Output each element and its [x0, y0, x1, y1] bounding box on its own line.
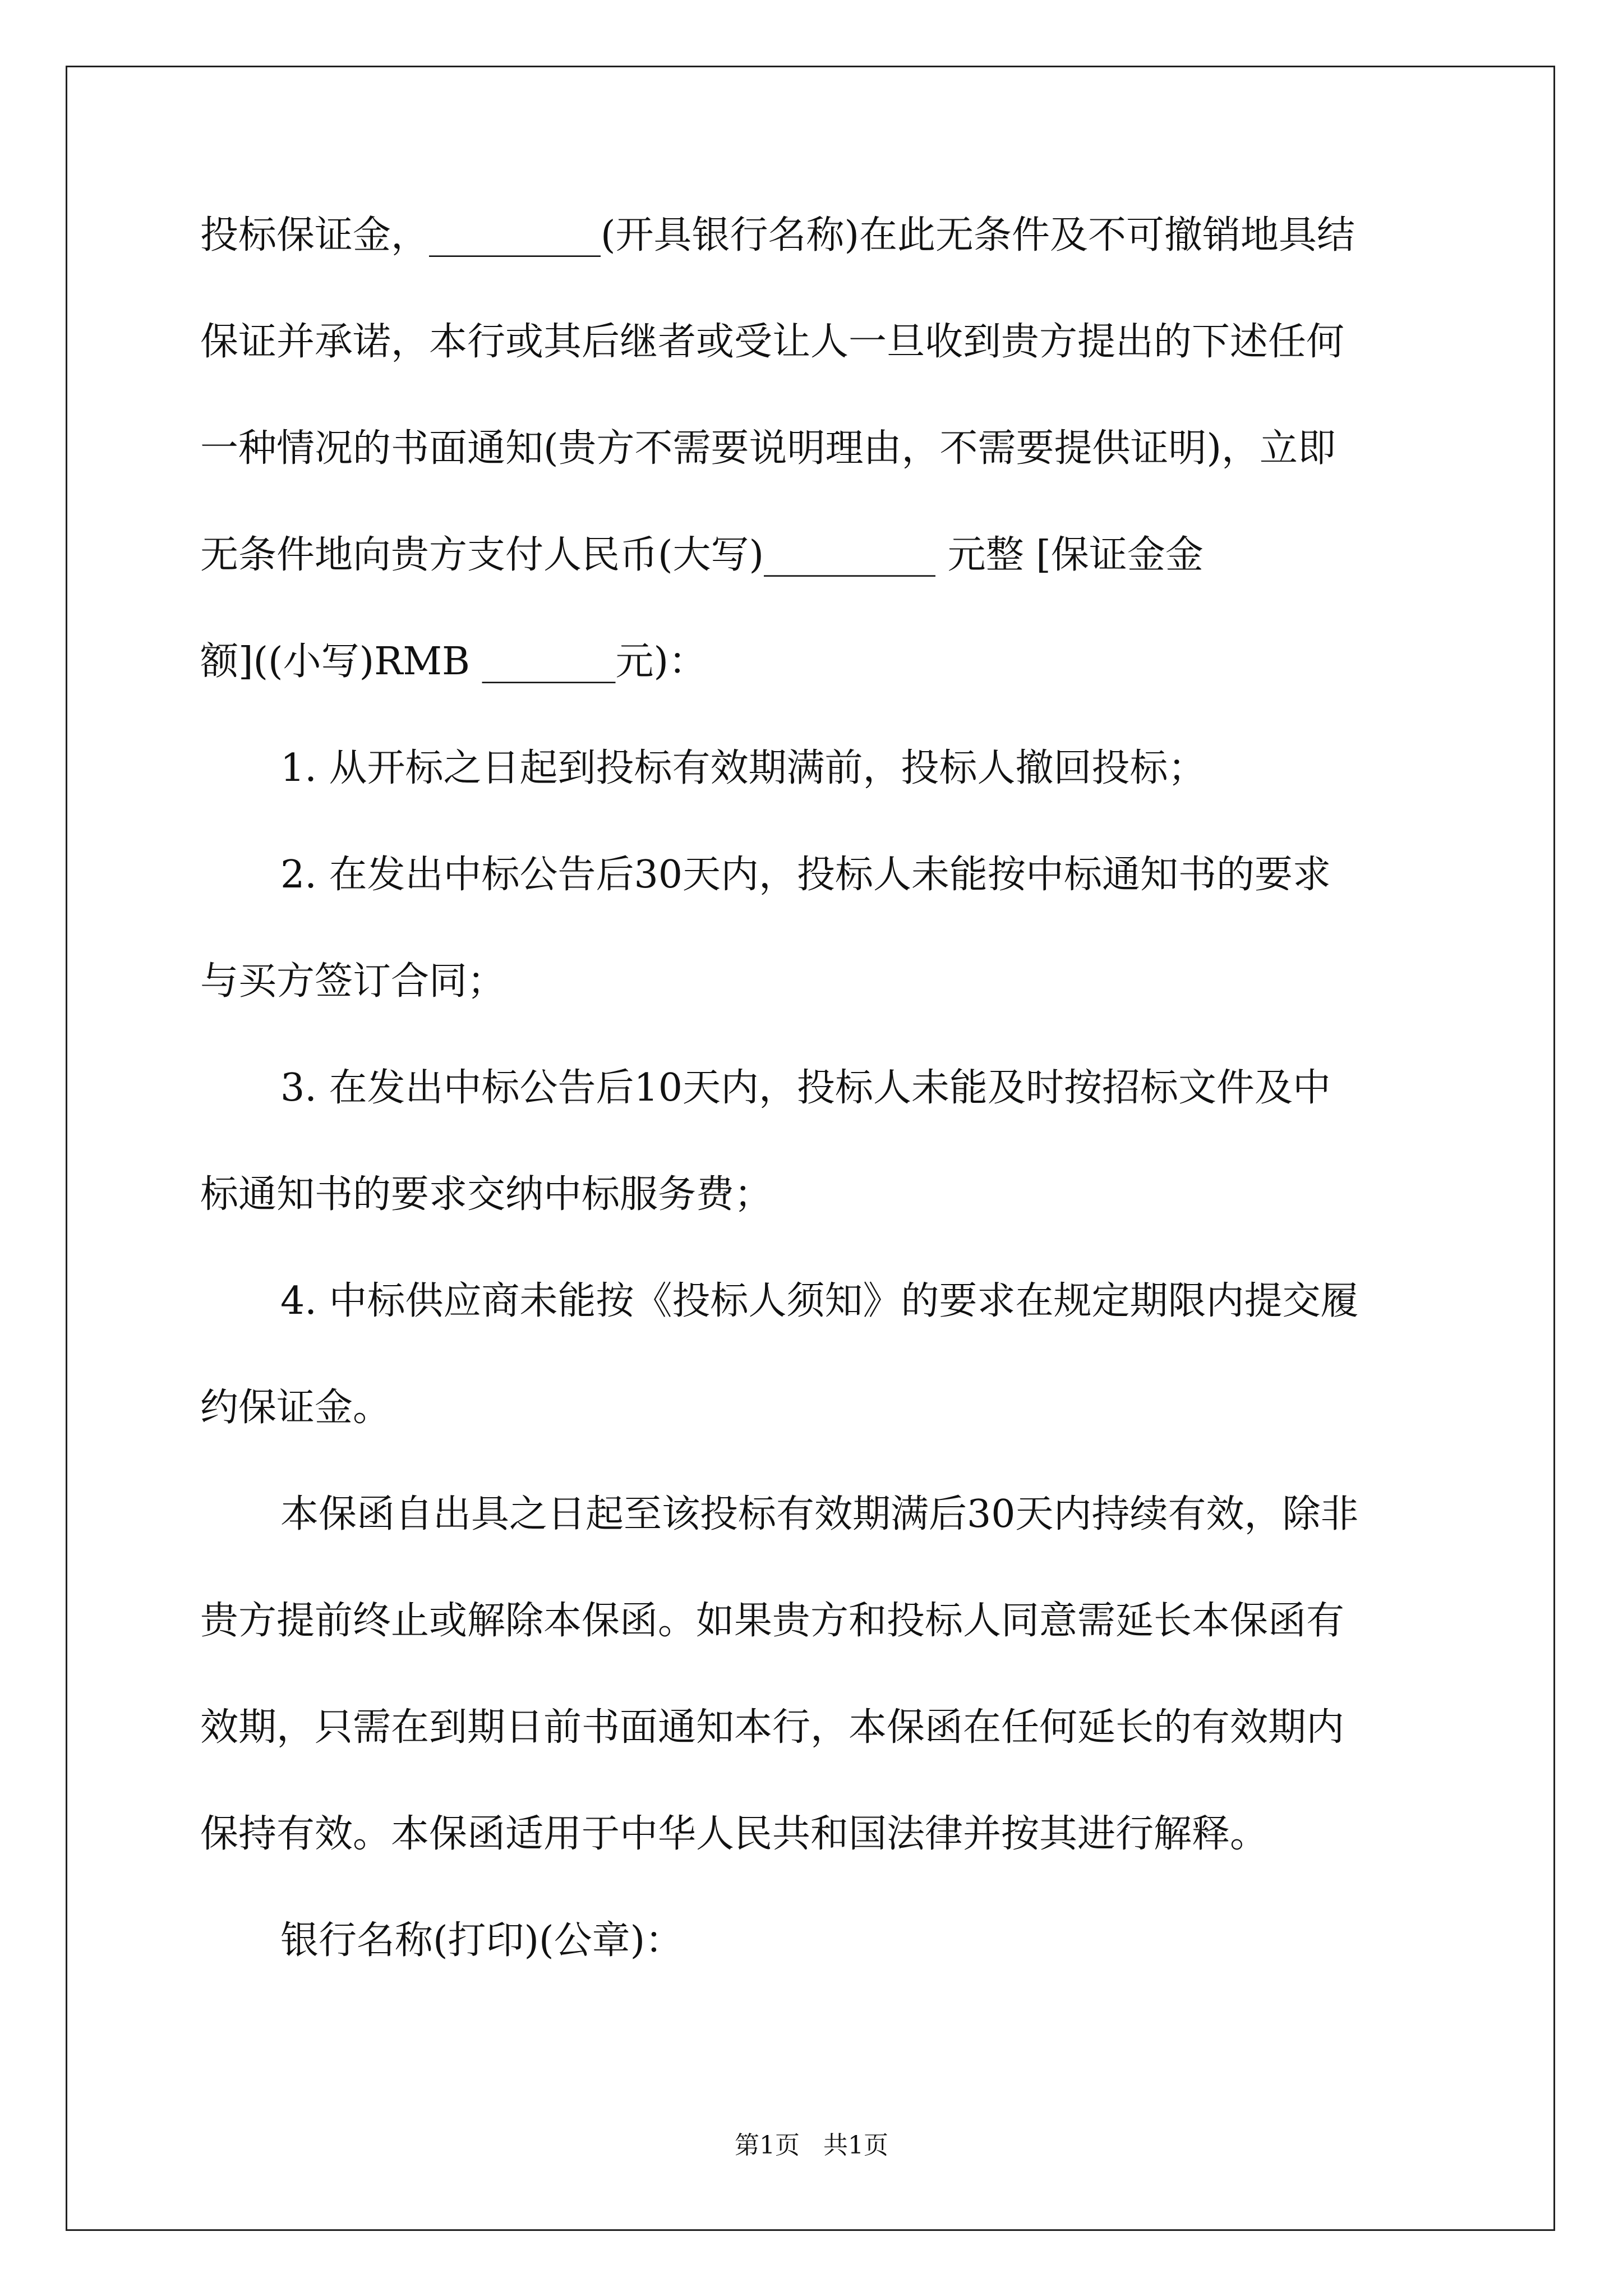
text-line-1: 投标保证金，_________(开具银行名称)在此无条件及不可撤销地具结: [200, 213, 1355, 257]
list-item-3-cont: 标通知书的要求交纳中标服务费；: [200, 1172, 773, 1217]
page-border: [66, 66, 1555, 2231]
validity-paragraph-line-2: 贵方提前终止或解除本保函。如果贵方和投标人同意需延长本保函有: [200, 1599, 1345, 1643]
text-line-3: 一种情况的书面通知(贵方不需要说明理由，不需要提供证明)，立即: [200, 426, 1336, 471]
text-line-5: 额]((小写)RMB _______元)：: [200, 639, 707, 684]
bank-name-signature-line: 银行名称(打印)(公章)：: [280, 1918, 684, 1963]
list-item-2-cont: 与买方签订合同；: [200, 959, 506, 1004]
validity-paragraph-line-1: 本保函自出具之日起至该投标有效期满后30天内持续有效，除非: [280, 1492, 1359, 1536]
list-item-3: 3. 在发出中标公告后10天内，投标人未能及时按招标文件及中: [280, 1066, 1331, 1110]
page-footer: 第1页 共1页: [735, 2131, 888, 2160]
text-line-4: 无条件地向贵方支付人民币(大写)_________ 元整 [保证金金: [200, 533, 1204, 577]
validity-paragraph-line-3: 效期，只需在到期日前书面通知本行，本保函在任何延长的有效期内: [200, 1705, 1345, 1750]
validity-paragraph-line-4: 保持有效。本保函适用于中华人民共和国法律并按其进行解释。: [200, 1812, 1269, 1856]
list-item-4: 4. 中标供应商未能按《投标人须知》的要求在规定期限内提交履: [280, 1279, 1359, 1323]
list-item-1: 1. 从开标之日起到投标有效期满前，投标人撤回投标；: [280, 746, 1206, 790]
text-line-2: 保证并承诺，本行或其后继者或受让人一旦收到贵方提出的下述任何: [200, 320, 1345, 364]
list-item-2: 2. 在发出中标公告后30天内，投标人未能按中标通知书的要求: [280, 853, 1331, 897]
list-item-4-cont: 约保证金。: [200, 1386, 391, 1430]
